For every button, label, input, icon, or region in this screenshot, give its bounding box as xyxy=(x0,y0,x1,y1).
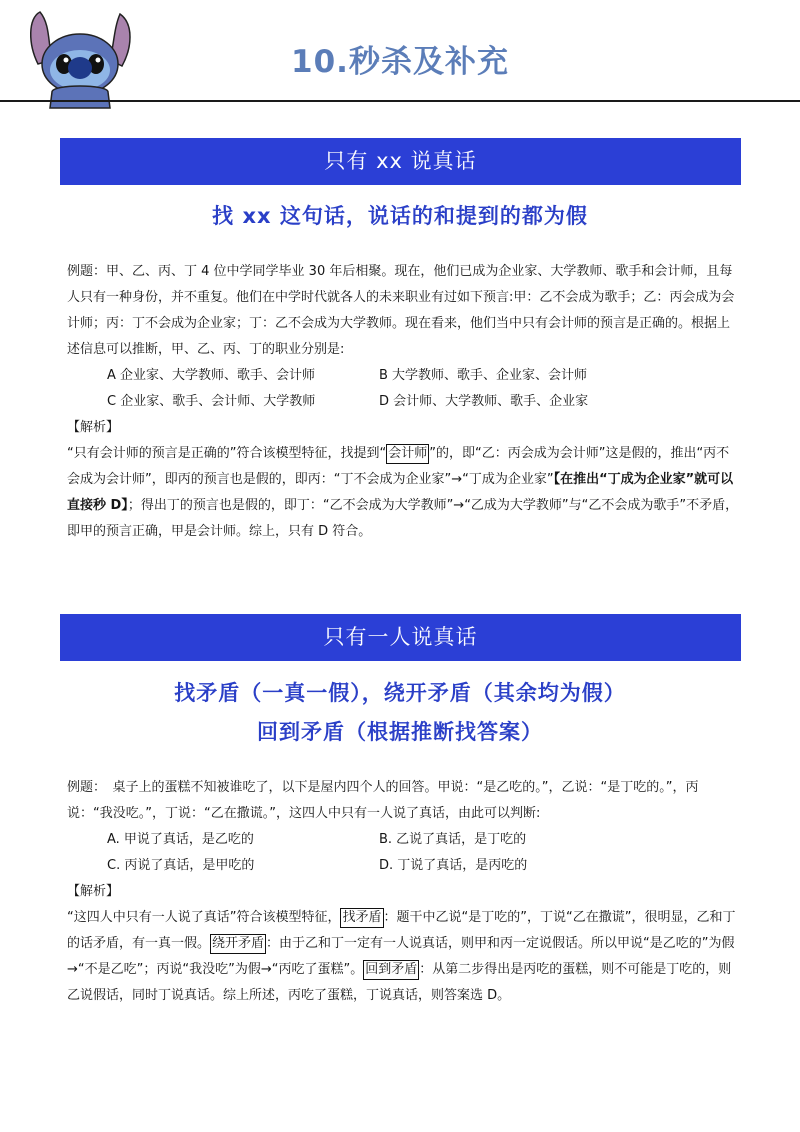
boxed-term-bypass-contradiction: 绕开矛盾 xyxy=(210,934,266,954)
boxed-term-return-contradiction: 回到矛盾 xyxy=(363,960,419,980)
analysis-label: 【解析】 xyxy=(67,884,120,899)
example-block-1 xyxy=(67,259,739,545)
option-d: D. 丁说了真话，是丙吃的 xyxy=(379,858,528,873)
section-banner-only-xx-truth: 只有 xx 说真话 xyxy=(60,138,741,185)
option-a: A. 甲说了真话，是乙吃的 xyxy=(107,832,254,847)
analysis-part: ：题干中乙说“是丁吃的”，丁说“乙在撒谎”，很明显，乙和丁的话矛盾，有一真一假。 xyxy=(67,910,736,951)
section-subhead-line1: 找矛盾（一真一假），绕开矛盾（其余均为假） xyxy=(174,681,626,705)
option-list xyxy=(67,363,739,415)
boxed-term: 会计师 xyxy=(386,444,429,464)
analysis-part: ；得出丁的预言也是假的，即丁：“乙不会成为大学教师”→“乙成为大学教师”与“乙不会成为歌手”不矛盾，即甲的预言正确，甲是会计师。综上，只有 D 符合。 xyxy=(67,498,739,539)
header-divider xyxy=(0,100,800,102)
key-tip: 【在推出“丁成为企业家”就可以直接秒 D】 xyxy=(67,472,734,513)
option-c: C 企业家、歌手、会计师、大学教师 xyxy=(107,394,316,409)
example-block-2 xyxy=(67,775,739,1009)
example-question: 例题： 桌子上的蛋糕不知被谁吃了，以下是屋内四个人的回答。甲说：“是乙吃的。”，乙说：“是丁吃的。”，丙说：“我没吃。”，丁说：“乙在撒谎。”，这四人中只有一人说了真话，由此可以判断: xyxy=(67,780,699,821)
option-a: A 企业家、大学教师、歌手、会计师 xyxy=(107,368,316,383)
option-list xyxy=(67,827,739,879)
section-banner-only-one-truth: 只有一人说真话 xyxy=(60,614,741,661)
analysis-label: 【解析】 xyxy=(67,420,120,435)
analysis-text xyxy=(67,441,739,545)
analysis-part: ”的，即“乙：丙会成为会计师”这是假的，推出“丙不会成为会计师”，即丙的预言也是假的，即丙：“丁不会成为企业家”→“丁成为企业家” xyxy=(67,446,730,487)
analysis-part: ：由于乙和丁一定有一人说真话，则甲和丙一定说假话。所以甲说“是乙吃的”为假 →“不是乙吃”；丙说“我没吃”为假→“丙吃了蛋糕”。 xyxy=(67,936,735,977)
option-b: B. 乙说了真话，是丁吃的 xyxy=(379,832,527,847)
boxed-term-find-contradiction: 找矛盾 xyxy=(340,908,383,928)
analysis-part: “只有会计师的预言是正确的”符合该模型特征，找提到“ xyxy=(67,446,387,461)
page-title: 10.秒杀及补充 xyxy=(291,44,509,80)
page-header xyxy=(0,0,800,110)
option-b: B 大学教师、歌手、企业家、会计师 xyxy=(379,368,588,383)
option-d: D 会计师、大学教师、歌手、企业家 xyxy=(379,394,589,409)
analysis-text xyxy=(67,905,739,1009)
example-question: 例题：甲、乙、丙、丁 4 位中学同学毕业 30 年后相聚。现在，他们已成为企业家、大学教师、歌手和会计师，且每人只有一种身份，并不重复。他们在中学时代就各人的未来职业有过如下预言:甲：乙不会成为歌手；乙：丙会成为会计师；丙：丁不会成为企业家；丁：乙不会成为大学教师。现在看来，他们当中只有会计师的预言是正确的。根据上述信息可以推断，甲、乙、丙、丁的职业分别是: xyxy=(67,264,735,357)
option-c: C. 丙说了真话，是甲吃的 xyxy=(107,858,255,873)
analysis-part: ：从第二步得出是丙吃的蛋糕，则不可能是丁吃的，则乙说假话，同时丁说真话。综上所述，丙吃了蛋糕，丁说真话，则答案选 D。 xyxy=(67,962,732,1003)
section-subhead-line2: 回到矛盾（根据推断找答案） xyxy=(257,720,543,744)
analysis-part: “这四人中只有一人说了真话”符合该模型特征， xyxy=(67,910,341,925)
section-subhead: 找 xx 这句话，说话的和提到的都为假 xyxy=(212,204,588,228)
